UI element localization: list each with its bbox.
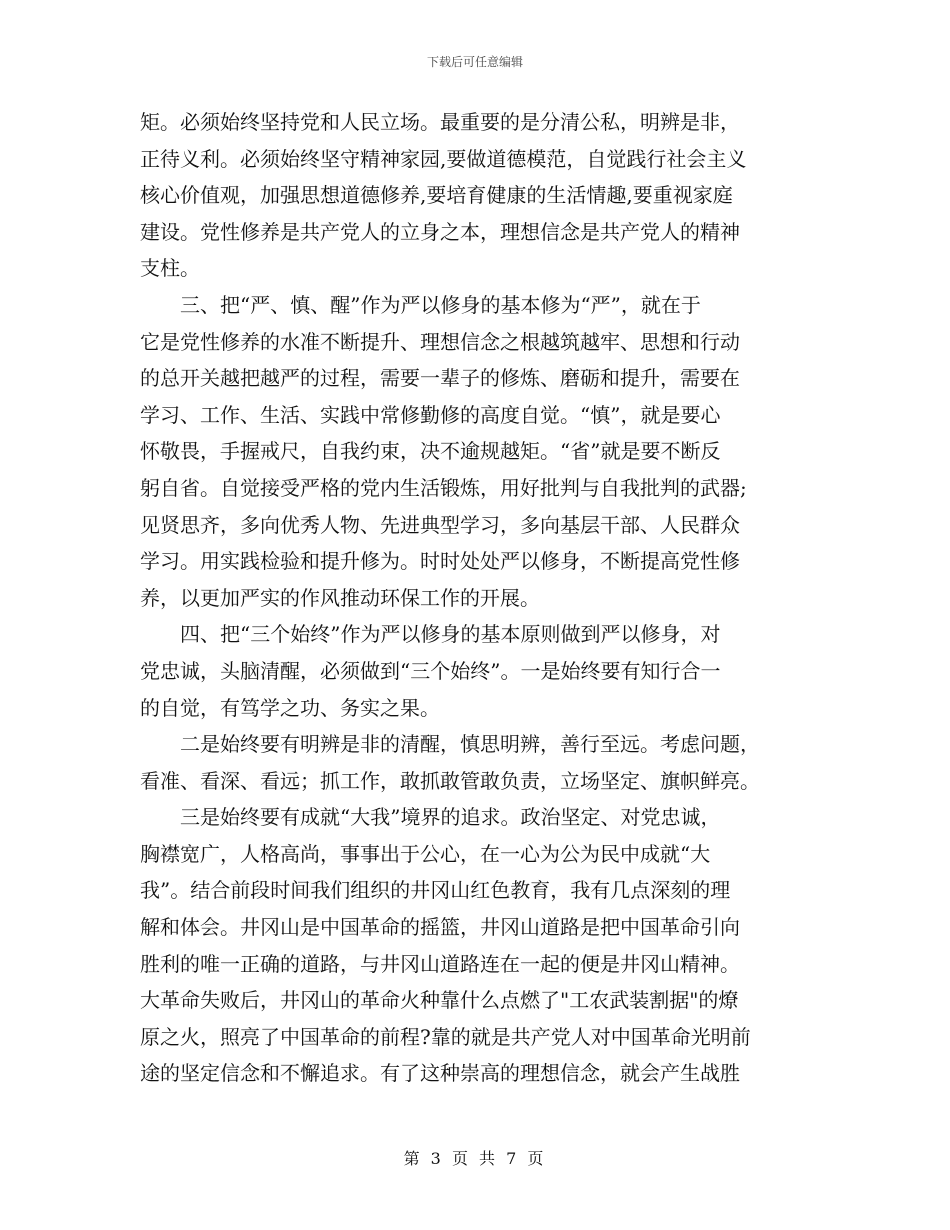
text-line: 建设。党性修养是共产党人的立身之本，理想信念是共产党人的精神: [140, 219, 740, 244]
text-line: 三、把“严、慎、醒”作为严以修身的基本修为“严”，就在于: [140, 292, 701, 317]
text-line: 途的坚定信念和不懈追求。有了这种崇高的理想信念，就会产生战胜: [140, 1061, 740, 1086]
footer-page-number: 3: [430, 1149, 444, 1168]
text-line: 胜利的唯一正确的道路，与井冈山道路连在一起的便是井冈山精神。: [140, 951, 740, 976]
text-line: 矩。必须始终坚持党和人民立场。最重要的是分清公私，明辨是非，: [140, 110, 740, 134]
text-line: 核心价值观，加强思想道德修养,要培育健康的生活情趣,要重视家庭: [140, 183, 733, 208]
text-line: 躬自省。自觉接受严格的党内生活锻炼，用好批判与自我批判的武器;: [140, 475, 747, 500]
paragraph: [140, 104, 816, 287]
paragraph: [140, 726, 816, 799]
text-line: 养，以更加严实的作风推动环保工作的开展。: [140, 585, 540, 610]
text-line: 原之火，照亮了中国革命的前程?靠的就是共产党人对中国革命光明前: [140, 1024, 751, 1049]
paragraph: [140, 799, 816, 1092]
footer-prefix: 第: [403, 1149, 423, 1168]
text-line: 怀敬畏，手握戒尺，自我约束，决不逾规越矩。“省”就是要不断反: [140, 439, 721, 464]
text-line: 大革命失败后，井冈山的革命火种靠什么点燃了"工农武装割据"的燎: [140, 988, 739, 1013]
text-line: 四、把“三个始终”作为严以修身的基本原则做到严以修身，对: [140, 622, 721, 647]
paragraph: [140, 616, 816, 726]
text-line: 正待义利。必须始终坚守精神家园,要做道德模范，自觉践行社会主义: [140, 146, 747, 171]
text-line: 的总开关越把越严的过程，需要一辈子的修炼、磨砺和提升，需要在: [140, 366, 740, 391]
text-line: 三是始终要有成就“大我”境界的追求。政治坚定、对党忠诚，: [140, 805, 721, 830]
text-line: 胸襟宽广，人格高尚，事事出于公心，在一心为公为民中成就“大: [140, 841, 711, 866]
paragraph: [140, 287, 816, 616]
text-line: 党忠诚，头脑清醒，必须做到“三个始终”。一是始终要有知行合一: [140, 658, 721, 683]
text-line: 的自觉，有笃学之功、务实之果。: [140, 695, 440, 720]
text-line: 见贤思齐，多向优秀人物、先进典型学习，多向基层干部、人民群众: [140, 512, 740, 537]
text-line: 学习、工作、生活、实践中常修勤修的高度自觉。“慎”，就是要心: [140, 402, 721, 427]
text-line: 我”。结合前段时间我们组织的井冈山红色教育，我有几点深刻的理: [140, 878, 731, 903]
page-footer: [0, 1146, 950, 1169]
text-line: 二是始终要有明辨是非的清醒，慎思明辨，善行至远。考虑问题，: [140, 732, 760, 757]
footer-middle: 页 共: [451, 1149, 499, 1168]
text-line: 看准、看深、看远；抓工作，敢抓敢管敢负责，立场坚定、旗帜鲜亮。: [140, 768, 760, 793]
footer-total-pages: 7: [506, 1149, 520, 1168]
page-header: 下载后可任意编辑: [426, 55, 523, 69]
document-body: [140, 104, 816, 1092]
text-line: 解和体会。井冈山是中国革命的摇篮，井冈山道路是把中国革命引向: [140, 915, 740, 940]
text-line: 学习。用实践检验和提升修为。时时处处严以修身，不断提高党性修: [140, 549, 740, 574]
footer-suffix: 页: [527, 1149, 547, 1168]
text-line: 它是党性修养的水准不断提升、理想信念之根越筑越牢、思想和行动: [140, 329, 740, 354]
text-line: 支柱。: [140, 256, 200, 281]
